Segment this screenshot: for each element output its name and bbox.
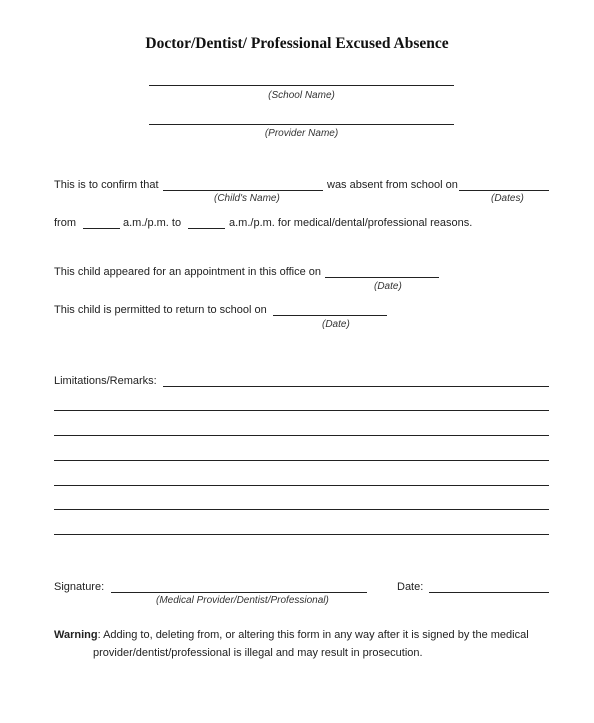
warning-line-2: provider/dentist/professional is illegal and may result in prosecution. — [93, 647, 423, 659]
form-title: Doctor/Dentist/ Professional Excused Absence — [145, 35, 449, 52]
child-name-field[interactable] — [163, 190, 323, 191]
dates-caption: (Dates) — [491, 193, 524, 204]
confirm-middle: was absent from school on — [327, 179, 458, 191]
signature-caption: (Medical Provider/Dentist/Professional) — [156, 595, 329, 606]
absence-dates-field[interactable] — [459, 190, 549, 191]
ampm-for-label: a.m./p.m. for medical/dental/professional reasons. — [229, 217, 473, 229]
signature-label: Signature: — [54, 581, 105, 593]
ampm-to-label: a.m./p.m. to — [123, 217, 182, 229]
warning-label: Warning — [54, 629, 98, 641]
remarks-line[interactable] — [54, 410, 549, 411]
warning-text-1: : Adding to, deleting from, or altering this form in any way after it is signed by the medical — [97, 629, 529, 641]
from-label: from — [54, 217, 76, 229]
date-label: Date: — [397, 581, 424, 593]
remarks-line[interactable] — [54, 509, 549, 510]
remarks-line[interactable] — [54, 435, 549, 436]
provider-name-field[interactable] — [149, 124, 454, 125]
provider-name-caption: (Provider Name) — [264, 128, 339, 139]
return-date-field[interactable] — [273, 315, 387, 316]
remarks-line[interactable] — [54, 534, 549, 535]
to-time-field[interactable] — [188, 228, 225, 229]
remarks-line[interactable] — [54, 460, 549, 461]
child-name-caption: (Child's Name) — [214, 193, 280, 204]
school-name-caption: (School Name) — [268, 90, 335, 101]
from-time-field[interactable] — [83, 228, 120, 229]
remarks-label: Limitations/Remarks: — [54, 375, 157, 387]
remarks-line[interactable] — [54, 485, 549, 486]
signature-field[interactable] — [111, 592, 367, 593]
warning-line-1 — [54, 629, 529, 641]
return-date-caption: (Date) — [322, 319, 350, 330]
school-name-field[interactable] — [149, 85, 454, 86]
signature-date-field[interactable] — [429, 592, 549, 593]
appointment-label: This child appeared for an appointment in this office on — [54, 266, 322, 278]
return-label: This child is permitted to return to school on — [54, 304, 267, 316]
appointment-date-field[interactable] — [325, 277, 439, 278]
remarks-line[interactable] — [163, 386, 549, 387]
confirm-prefix: This is to confirm that — [54, 179, 159, 191]
appointment-date-caption: (Date) — [374, 281, 402, 292]
